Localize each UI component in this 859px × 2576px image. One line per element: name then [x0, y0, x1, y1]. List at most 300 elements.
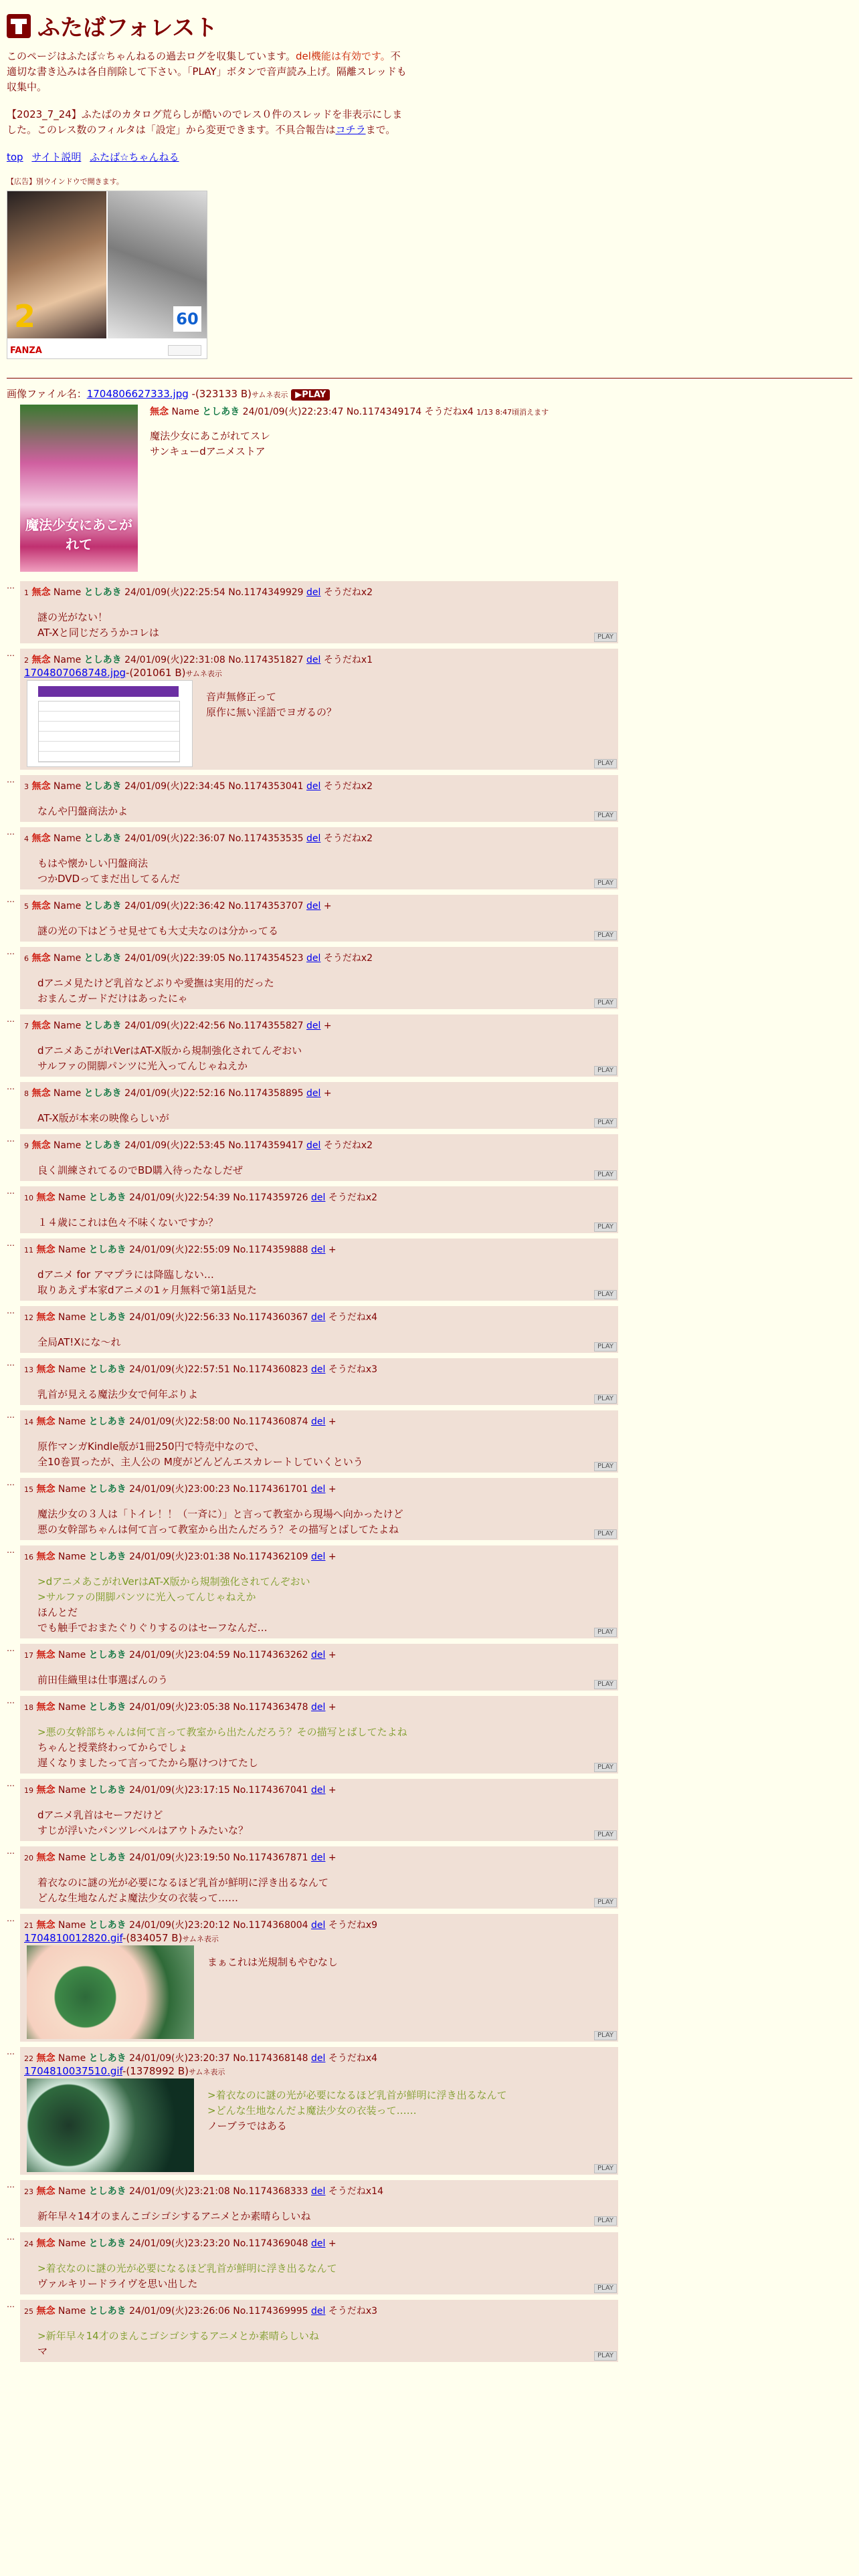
- post-number[interactable]: No.1174367871: [233, 1852, 308, 1863]
- reply-row: [7, 1410, 852, 1473]
- post-subject: 無念: [36, 2238, 56, 2249]
- del-link[interactable]: del: [311, 1192, 326, 1203]
- reply-play-button[interactable]: PLAY: [594, 1763, 617, 1772]
- reply-text-line: 前田佳織里は仕事選ばんのう: [37, 1674, 169, 1686]
- reply-play-button[interactable]: PLAY: [594, 1170, 617, 1180]
- post-number[interactable]: No.1174355827: [228, 1021, 304, 1031]
- reply-play-button[interactable]: PLAY: [594, 1628, 617, 1637]
- post-number[interactable]: No.1174362109: [233, 1551, 308, 1562]
- reply-text-line: つかDVDってまだ出してるんだ: [37, 873, 181, 885]
- reply-header: [24, 1551, 613, 1564]
- reply-play-button[interactable]: PLAY: [594, 2031, 617, 2040]
- reply-header: [24, 1416, 613, 1428]
- reply-index: 2: [24, 656, 29, 665]
- reply-file-link[interactable]: 1704810037510.gif: [24, 2065, 122, 2077]
- soudane-button[interactable]: そうだねx14: [328, 2186, 383, 2197]
- reply-header: [24, 1649, 613, 1662]
- quote-line: >どんな生地なんだよ魔法少女の衣装って……: [207, 2105, 417, 2117]
- post-subject: 無念: [31, 1021, 51, 1031]
- reply-dots: …: [7, 1914, 15, 1923]
- name-label: Name: [58, 1551, 86, 1562]
- post-datetime: 24/01/09(火)22:42:56: [124, 1021, 225, 1031]
- reply-index: 15: [24, 1485, 33, 1494]
- reply-header: [24, 2052, 613, 2065]
- reply-text: [37, 1335, 613, 1350]
- reply-dots: …: [7, 1358, 15, 1368]
- reply-play-button[interactable]: PLAY: [594, 2164, 617, 2173]
- reply: [20, 1644, 618, 1691]
- table-header-bar: [38, 686, 179, 697]
- reply-row: [7, 1082, 852, 1129]
- reply-image-row: [24, 2077, 613, 2172]
- name-label: Name: [58, 1650, 86, 1660]
- op-file-line: [7, 387, 852, 401]
- reply-text-line: 新年早々14才のまんこゴシゴシするアニメとか素晴らしいね: [37, 2210, 311, 2222]
- name-label: Name: [58, 1364, 86, 1375]
- reply-file-link[interactable]: 1704807068748.jpg: [24, 667, 126, 679]
- reply-row: [7, 2047, 852, 2175]
- del-link[interactable]: del: [311, 1702, 326, 1713]
- soudane-button[interactable]: +: [328, 1551, 337, 1562]
- post-datetime: 24/01/09(火)23:00:23: [129, 1484, 230, 1495]
- post-number[interactable]: No.1174349929: [228, 587, 304, 598]
- post-number[interactable]: No.1174367041: [233, 1785, 308, 1796]
- reply-index: 17: [24, 1651, 33, 1660]
- ad-brand-logo: FANZA: [10, 346, 42, 356]
- ad-volume-number: 2: [14, 298, 36, 334]
- op-thumbnail[interactable]: [20, 405, 138, 572]
- post-number[interactable]: No.1174360874: [233, 1416, 308, 1427]
- quote-line: >悪の女幹部ちゃんは何て言って教室から出たんだろう？その描写とばしてたよね: [37, 1726, 407, 1738]
- reply-index: 20: [24, 1854, 33, 1862]
- soudane-button[interactable]: +: [328, 1245, 337, 1255]
- reply-text-line: ほんとだ: [37, 1606, 78, 1618]
- poster-name: としあき: [88, 2186, 126, 2197]
- reply-index: 21: [24, 1921, 33, 1930]
- soudane-button[interactable]: +: [328, 1785, 337, 1796]
- del-link[interactable]: del: [311, 1245, 326, 1255]
- anime-image: [27, 1945, 194, 2039]
- reply-file-line: [24, 2065, 613, 2077]
- soudane-button[interactable]: そうだねx2: [323, 953, 373, 964]
- del-link[interactable]: del: [311, 1364, 326, 1375]
- soudane-button[interactable]: そうだねx1: [323, 655, 373, 665]
- post-number[interactable]: No.1174359726: [233, 1192, 308, 1203]
- ad-badge-number: 60: [173, 306, 201, 332]
- intro-paragraph-1: [7, 49, 408, 95]
- reply-index: 14: [24, 1418, 33, 1426]
- name-label: Name: [53, 953, 82, 964]
- poster-name: としあき: [88, 1852, 126, 1863]
- reply-thumbnail[interactable]: [27, 1945, 194, 2039]
- soudane-button[interactable]: そうだねx4: [328, 2053, 378, 2064]
- reply-text-line: 謎の光の下はどうせ見せても大丈夫なのは分かってる: [37, 925, 279, 937]
- reply: [20, 1134, 618, 1181]
- post-number[interactable]: No.1174353041: [228, 781, 304, 792]
- reply-play-button[interactable]: PLAY: [594, 1066, 617, 1075]
- post-subject: 無念: [31, 1088, 51, 1099]
- post-subject: 無念: [36, 1785, 56, 1796]
- soudane-button[interactable]: そうだねx4: [328, 1312, 378, 1323]
- del-link[interactable]: del: [306, 1140, 321, 1151]
- reply-text: [37, 2329, 613, 2359]
- quote-line: >着衣なのに謎の光が必要になるほど乳首が鮮明に浮き出るなんて: [207, 2089, 507, 2101]
- reply-file-link[interactable]: 1704810012820.gif: [24, 1932, 122, 1944]
- post-datetime: 24/01/09(火)23:26:06: [129, 2306, 230, 2317]
- reply-text-line: AT-Xと同じだろうかコレは: [37, 627, 159, 639]
- reply-dots: …: [7, 2180, 15, 2189]
- reply-play-button[interactable]: PLAY: [594, 1529, 617, 1539]
- reply: [20, 1410, 618, 1473]
- reply-index: 16: [24, 1553, 33, 1562]
- logo-icon[interactable]: [7, 14, 31, 38]
- soudane-button[interactable]: +: [328, 1650, 337, 1660]
- reply-header: [24, 1364, 613, 1376]
- reply-index: 11: [24, 1246, 33, 1255]
- reply-dots: …: [7, 1186, 15, 1196]
- intro-text: まで。: [365, 124, 396, 136]
- reply-play-button[interactable]: PLAY: [594, 1680, 617, 1689]
- reply-index: 7: [24, 1022, 29, 1031]
- reply-text-line: おまんこガードだけはあったにゃ: [37, 992, 188, 1004]
- post-number[interactable]: No.1174354523: [228, 953, 304, 964]
- soudane-button[interactable]: そうだねx2: [328, 1192, 378, 1203]
- reply-play-button[interactable]: PLAY: [594, 759, 617, 768]
- post-subject: 無念: [31, 833, 51, 844]
- post-subject: 無念: [150, 407, 169, 417]
- reply-text-line: 良く訓練されてるのでBD購入待ったなしだぜ: [37, 1164, 243, 1176]
- thumb-note: サムネ表示: [182, 1935, 219, 1943]
- post-number[interactable]: No.1174358895: [228, 1088, 304, 1099]
- reply-dots: …: [7, 1846, 15, 1856]
- soudane-button[interactable]: +: [328, 1484, 337, 1495]
- thumb-note: サムネ表示: [188, 2068, 225, 2076]
- soudane-button[interactable]: そうだねx2: [323, 833, 373, 844]
- reply-play-button[interactable]: PLAY: [594, 2284, 617, 2293]
- reply-play-button[interactable]: PLAY: [594, 1462, 617, 1471]
- reply-row: [7, 581, 852, 643]
- reply-index: 22: [24, 2054, 33, 2063]
- reply: [20, 1779, 618, 1841]
- poster-name: としあき: [88, 1484, 126, 1495]
- post-datetime: 24/01/09(火)22:57:51: [129, 1364, 230, 1375]
- thumb-note: サムネ表示: [185, 669, 222, 678]
- reply-dots: …: [7, 2232, 15, 2242]
- post-subject: 無念: [31, 587, 51, 598]
- del-link[interactable]: del: [311, 1920, 326, 1931]
- reply-text: [37, 1875, 613, 1906]
- reply-text: [37, 610, 613, 641]
- soudane-button[interactable]: +: [328, 1702, 337, 1713]
- del-link[interactable]: del: [311, 2306, 326, 2317]
- soudane-button[interactable]: そうだねx2: [323, 1140, 373, 1151]
- ad-banner[interactable]: [7, 191, 207, 359]
- reply-header: [24, 2238, 613, 2250]
- del-link[interactable]: del: [306, 1088, 321, 1099]
- soudane-button[interactable]: そうだねx3: [328, 1364, 378, 1375]
- ad-nav-arrows-icon[interactable]: [168, 345, 201, 356]
- reply-play-button[interactable]: PLAY: [594, 998, 617, 1008]
- reply-dots: …: [7, 1644, 15, 1653]
- name-label: Name: [58, 2306, 86, 2317]
- reply-thumbnail[interactable]: [27, 2078, 194, 2172]
- soudane-button[interactable]: +: [323, 1088, 332, 1099]
- soudane-button[interactable]: そうだねx4: [424, 407, 474, 417]
- quote-line: >サルファの開脚パンツに光入ってんじゃねえか: [37, 1591, 256, 1603]
- reply-thumbnail[interactable]: [27, 680, 193, 767]
- reply-row: [7, 947, 852, 1009]
- del-link[interactable]: del: [311, 1312, 326, 1323]
- post-subject: 無念: [36, 1416, 56, 1427]
- reply-file-size: -(201061 B): [126, 667, 186, 679]
- post-datetime: 24/01/09(火)23:19:50: [129, 1852, 230, 1863]
- reply: [20, 2180, 618, 2227]
- op-file-size: -(323133 B): [191, 388, 252, 400]
- reply: [20, 2300, 618, 2362]
- reply-text-line: なんや円盤商法かよ: [37, 805, 128, 817]
- name-label: Name: [58, 1702, 86, 1713]
- reply-text-line: 全10巻買ったが、主人公の M度がどんどんエスカレートしていくという: [37, 1456, 363, 1468]
- reply-dots: …: [7, 1239, 15, 1248]
- soudane-button[interactable]: +: [328, 1852, 337, 1863]
- post-datetime: 24/01/09(火)22:31:08: [124, 655, 225, 665]
- post-datetime: 24/01/09(火)22:23:47: [242, 407, 344, 417]
- name-label: Name: [58, 1245, 86, 1255]
- post-number[interactable]: No.1174363478: [233, 1702, 308, 1713]
- reply-text: [37, 2209, 613, 2224]
- reply-text: [37, 1387, 613, 1402]
- reply-play-button[interactable]: PLAY: [594, 2351, 617, 2361]
- op-file-link[interactable]: 1704806627333.jpg: [86, 388, 189, 400]
- table-image: [27, 680, 193, 767]
- poster-name: としあき: [88, 1702, 126, 1713]
- reply-list: [7, 581, 852, 2362]
- name-label: Name: [53, 781, 82, 792]
- name-label: Name: [58, 1192, 86, 1203]
- reply-dots: …: [7, 1779, 15, 1788]
- reply-header: [24, 1701, 613, 1714]
- reply-row: [7, 895, 852, 942]
- reply-play-button[interactable]: PLAY: [594, 1342, 617, 1352]
- reply-header: [24, 833, 613, 845]
- name-label: Name: [171, 407, 199, 417]
- del-link[interactable]: del: [306, 781, 321, 792]
- reply-header: [24, 1140, 613, 1152]
- soudane-button[interactable]: +: [328, 1416, 337, 1427]
- reply-text-line: １４歳にこれは色々不味くないですか？: [37, 1216, 219, 1228]
- intro-text: このページはふたば☆ちゃんねるの過去ログを収集しています。: [7, 50, 296, 62]
- post-subject: 無念: [36, 1551, 56, 1562]
- post-subject: 無念: [36, 2306, 56, 2317]
- reply-text-line: 魔法少女の３人は「トイレ！！（一斉に）」と言って教室から現場へ向かったけど: [37, 1508, 403, 1520]
- reply-index: 19: [24, 1786, 33, 1795]
- intro-paragraph-2: [7, 107, 408, 138]
- post-subject: 無念: [36, 1650, 56, 1660]
- del-link[interactable]: del: [306, 901, 321, 911]
- reply-dots: …: [7, 581, 15, 591]
- post-number[interactable]: No.1174360823: [233, 1364, 308, 1375]
- del-link[interactable]: del: [311, 2053, 326, 2064]
- reply-text: [206, 689, 337, 767]
- name-label: Name: [58, 1416, 86, 1427]
- soudane-button[interactable]: そうだねx9: [328, 1920, 378, 1931]
- op-play-button[interactable]: ▶PLAY: [291, 389, 330, 401]
- name-label: Name: [53, 833, 82, 844]
- reply: [20, 947, 618, 1009]
- reply-dots: …: [7, 1306, 15, 1315]
- reply-row: [7, 775, 852, 822]
- soudane-button[interactable]: +: [328, 2238, 337, 2249]
- del-link[interactable]: del: [311, 2238, 326, 2249]
- post-datetime: 24/01/09(火)22:58:00: [129, 1416, 230, 1427]
- name-label: Name: [53, 1140, 82, 1151]
- post-number[interactable]: No.1174369048: [233, 2238, 308, 2249]
- del-link[interactable]: del: [306, 655, 321, 665]
- report-link[interactable]: コチラ: [335, 124, 366, 136]
- reply-dots: …: [7, 947, 15, 956]
- op-body: [150, 405, 549, 572]
- reply-play-button[interactable]: PLAY: [594, 1898, 617, 1907]
- reply-header: [24, 1020, 613, 1033]
- soudane-button[interactable]: そうだねx3: [328, 2306, 378, 2317]
- post-number[interactable]: No.1174351827: [228, 655, 304, 665]
- thumb-note: サムネ表示: [251, 391, 288, 399]
- post-number[interactable]: No.1174368004: [233, 1920, 308, 1931]
- reply-index: 8: [24, 1089, 29, 1098]
- reply-dots: …: [7, 1478, 15, 1487]
- name-label: Name: [53, 1088, 82, 1099]
- poster-name: としあき: [84, 655, 122, 665]
- reply: [20, 2047, 618, 2175]
- intro-text: 【2023_7_24】ふたばのカタログ荒らしが酷いのでレス０件のスレッドを非表示にしました。このレス数のフィルタは「設定」から変更できます。不具合報告は: [7, 108, 403, 136]
- reply-play-button[interactable]: PLAY: [594, 2216, 617, 2226]
- reply-header: [24, 1087, 613, 1100]
- reply-index: 4: [24, 835, 29, 843]
- reply-index: 24: [24, 2240, 33, 2248]
- post-datetime: 24/01/09(火)23:04:59: [129, 1650, 230, 1660]
- nav-about-link[interactable]: サイト説明: [31, 151, 82, 163]
- post-number[interactable]: No.1174349174: [346, 407, 422, 417]
- nav-futaba-link[interactable]: ふたば☆ちゃんねる: [90, 151, 179, 163]
- reply-text: [37, 1808, 613, 1838]
- reply-header: [24, 1311, 613, 1324]
- reply: [20, 1306, 618, 1353]
- reply-text-line: 悪の女幹部ちゃんは何て言って教室から出たんだろう？その描写とばしてたよね: [37, 1523, 399, 1535]
- del-link[interactable]: del: [311, 1551, 326, 1562]
- reply: [20, 1478, 618, 1540]
- reply-file-line: [24, 1932, 613, 1944]
- op-text-line: サンキューdアニメストア: [150, 445, 266, 457]
- post-subject: 無念: [36, 1920, 56, 1931]
- post-subject: 無念: [36, 1245, 56, 1255]
- post-datetime: 24/01/09(火)23:05:38: [129, 1702, 230, 1713]
- reply-play-button[interactable]: PLAY: [594, 1394, 617, 1404]
- reply-text-line: ノーブラではある: [207, 2120, 287, 2132]
- post-subject: 無念: [36, 1312, 56, 1323]
- post-number[interactable]: No.1174353707: [228, 901, 304, 911]
- reply-text-line: dアニメあこがれVerはAT-X版から規制強化されてんぞおい: [37, 1045, 302, 1057]
- post-number[interactable]: No.1174359888: [233, 1245, 308, 1255]
- reply-play-button[interactable]: PLAY: [594, 1118, 617, 1128]
- reply-header: [24, 2185, 613, 2198]
- soudane-button[interactable]: +: [323, 1021, 332, 1031]
- post-number[interactable]: No.1174369995: [233, 2306, 308, 2317]
- reply-text: [37, 1111, 613, 1126]
- poster-name: としあき: [84, 1140, 122, 1151]
- nav-top-link[interactable]: top: [7, 151, 23, 163]
- poster-name: としあき: [88, 1312, 126, 1323]
- reply-index: 12: [24, 1313, 33, 1322]
- reply: [20, 581, 618, 643]
- soudane-button[interactable]: そうだねx2: [323, 587, 373, 598]
- reply-row: [7, 1186, 852, 1233]
- name-label: Name: [58, 1920, 86, 1931]
- del-link[interactable]: del: [311, 1416, 326, 1427]
- soudane-button[interactable]: +: [323, 901, 332, 911]
- del-link[interactable]: del: [311, 2186, 326, 2197]
- reply-header: [24, 900, 613, 913]
- reply-play-button[interactable]: PLAY: [594, 931, 617, 940]
- reply-file-size: -(1378992 B): [122, 2065, 189, 2077]
- reply-play-button[interactable]: PLAY: [594, 1290, 617, 1299]
- post-number[interactable]: No.1174353535: [228, 833, 304, 844]
- reply-row: [7, 2232, 852, 2294]
- post-number[interactable]: No.1174363262: [233, 1650, 308, 1660]
- reply-row: [7, 1478, 852, 1540]
- soudane-button[interactable]: そうだねx2: [323, 781, 373, 792]
- reply-text: [37, 1439, 613, 1470]
- del-link[interactable]: del: [311, 1650, 326, 1660]
- poster-name: としあき: [202, 407, 240, 417]
- reply-play-button[interactable]: PLAY: [594, 811, 617, 821]
- del-link[interactable]: del: [306, 587, 321, 598]
- quote-line: >dアニメあこがれVerはAT-X版から規制強化されてんぞおい: [37, 1576, 310, 1588]
- del-link[interactable]: del: [306, 1021, 321, 1031]
- post-subject: 無念: [36, 1484, 56, 1495]
- del-link[interactable]: del: [306, 833, 321, 844]
- reply-play-button[interactable]: PLAY: [594, 1222, 617, 1232]
- post-number[interactable]: No.1174359417: [228, 1140, 304, 1151]
- reply-play-button[interactable]: PLAY: [594, 633, 617, 642]
- del-link[interactable]: del: [311, 1785, 326, 1796]
- reply: [20, 1186, 618, 1233]
- post-number[interactable]: No.1174368148: [233, 2053, 308, 2064]
- del-link[interactable]: del: [311, 1852, 326, 1863]
- reply-text: [37, 1163, 613, 1178]
- reply-file-size: -(834057 B): [122, 1932, 183, 1944]
- reply-row: [7, 2300, 852, 2362]
- del-link[interactable]: del: [311, 1484, 326, 1495]
- name-label: Name: [58, 2053, 86, 2064]
- reply-text-line: AT-X版が本来の映像らしいが: [37, 1112, 169, 1124]
- op-post: [7, 405, 852, 572]
- reply-play-button[interactable]: PLAY: [594, 879, 617, 888]
- reply-row: [7, 1696, 852, 1774]
- del-link[interactable]: del: [306, 953, 321, 964]
- reply: [20, 1239, 618, 1301]
- post-datetime: 24/01/09(火)22:36:07: [124, 833, 225, 844]
- post-number[interactable]: No.1174361701: [233, 1484, 308, 1495]
- post-number[interactable]: No.1174360367: [233, 1312, 308, 1323]
- reply-row: [7, 1545, 852, 1638]
- poster-name: としあき: [88, 1245, 126, 1255]
- post-number[interactable]: No.1174368333: [233, 2186, 308, 2197]
- reply-dots: …: [7, 1696, 15, 1705]
- reply-play-button[interactable]: PLAY: [594, 1830, 617, 1840]
- reply-text-line: 音声無修正って: [206, 691, 277, 703]
- poster-name: としあき: [84, 1021, 122, 1031]
- reply-index: 1: [24, 588, 29, 597]
